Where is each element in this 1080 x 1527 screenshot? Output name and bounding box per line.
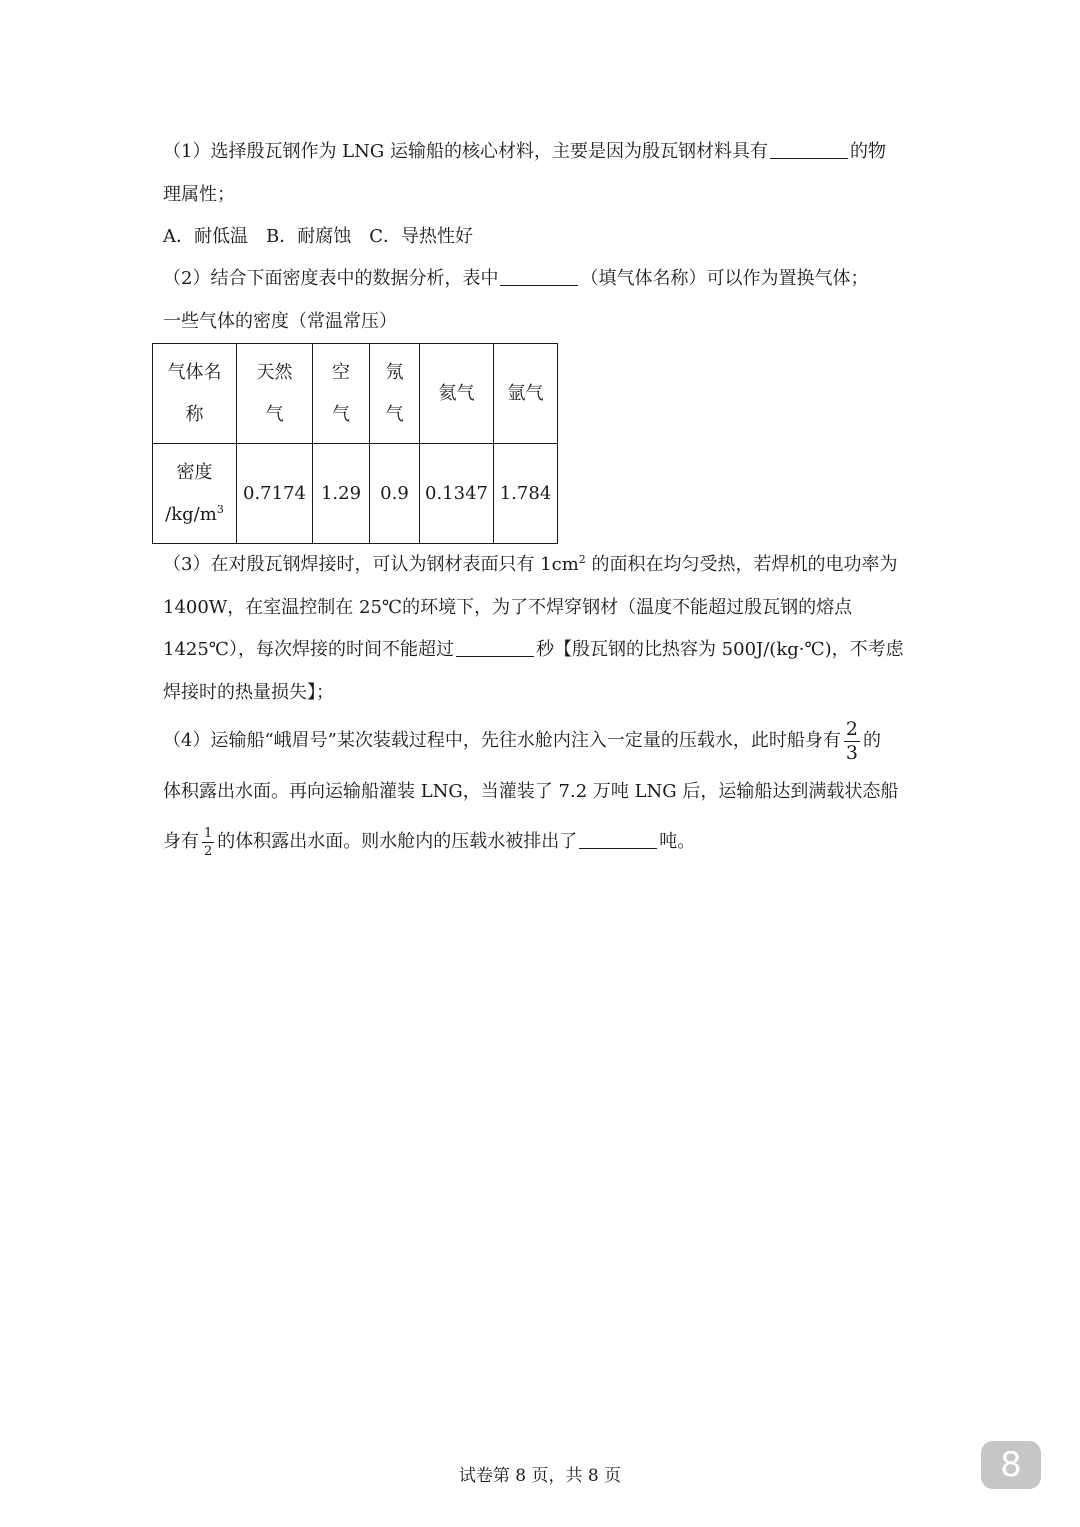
q4-line-1: （4）运输船“峨眉号”某次装载过程中，先往水舱内注入一定量的压载水，此时船身有 $\frac{2}{3}$ 的: [163, 717, 881, 764]
q3-line-2: 1400W，在室温控制在 25℃的环境下，为了不焊穿钢材（温度不能超过殷瓦钢的熔点: [163, 597, 853, 618]
density-value-cell: 1.784: [494, 444, 558, 544]
q3-answer-blank[interactable]: [456, 636, 534, 657]
table-header-row: [153, 344, 558, 444]
q4-line-2: 体积露出水面。再向运输船灌装 LNG，当灌装了 7.2 万吨 LNG 后，运输船达到满载状态船: [163, 781, 899, 802]
table-caption: 一些气体的密度（常温常压）: [163, 311, 397, 332]
q1-line-2: 理属性；: [163, 184, 235, 205]
q1-text-a: （1）选择殷瓦钢作为 LNG 运输船的核心材料，主要是因为殷瓦钢材料具有: [163, 141, 768, 162]
gas-name-cell: 氖 气: [370, 344, 420, 444]
q4-answer-blank[interactable]: [579, 828, 657, 849]
q1-options: A．耐低温 B．耐腐蚀 C．导热性好: [163, 226, 473, 247]
q1-answer-blank[interactable]: [770, 138, 848, 159]
q3-line-4: 焊接时的热量损失】；: [163, 682, 334, 703]
density-table: [152, 343, 558, 544]
q4-line-3: 身有 $\frac{1}{2}$ 的体积露出水面。则水舱内的压载水被排出了 吨。: [163, 825, 696, 859]
q1-line-1: [163, 138, 886, 166]
gas-name-cell: 天然 气: [237, 344, 313, 444]
density-value-cell: 0.1347: [420, 444, 494, 544]
q1-text-b: 的物: [849, 141, 886, 162]
header-label-cell: 气体名 称: [153, 344, 237, 444]
table-density-row: [153, 444, 558, 544]
gas-name-cell: 空 气: [313, 344, 370, 444]
density-value-cell: 0.7174: [237, 444, 313, 544]
fraction-two-thirds: $\frac{2}{3}$: [845, 717, 858, 764]
page-footer: 试卷第 8 页，共 8 页: [458, 1466, 622, 1486]
density-value-cell: 1.29: [313, 444, 370, 544]
q2-answer-blank[interactable]: [500, 265, 578, 286]
density-label-cell: 密度 $/kg/m^3$: [153, 444, 237, 544]
q2-line-1: [163, 265, 868, 293]
q2-text-b: （填气体名称）可以作为置换气体；: [580, 268, 869, 289]
q3-line-3: 1425℃），每次焊接的时间不能超过 秒【殷瓦钢的比热容为 500J/(kg·℃)，不考虑: [163, 636, 904, 664]
page-number-badge: 8: [981, 1441, 1041, 1489]
q2-text-a: （2）结合下面密度表中的数据分析，表中: [163, 268, 499, 289]
gas-name-cell: 氩气: [494, 344, 558, 444]
gas-name-cell: 氦气: [420, 344, 494, 444]
q3-line-1: （3）在对殷瓦钢焊接时，可认为钢材表面只有 $1cm^2$ 的面积在均匀受热，若焊机的电功率为: [163, 553, 898, 575]
fraction-one-half: $\frac{1}{2}$: [204, 825, 213, 859]
density-value-cell: 0.9: [370, 444, 420, 544]
